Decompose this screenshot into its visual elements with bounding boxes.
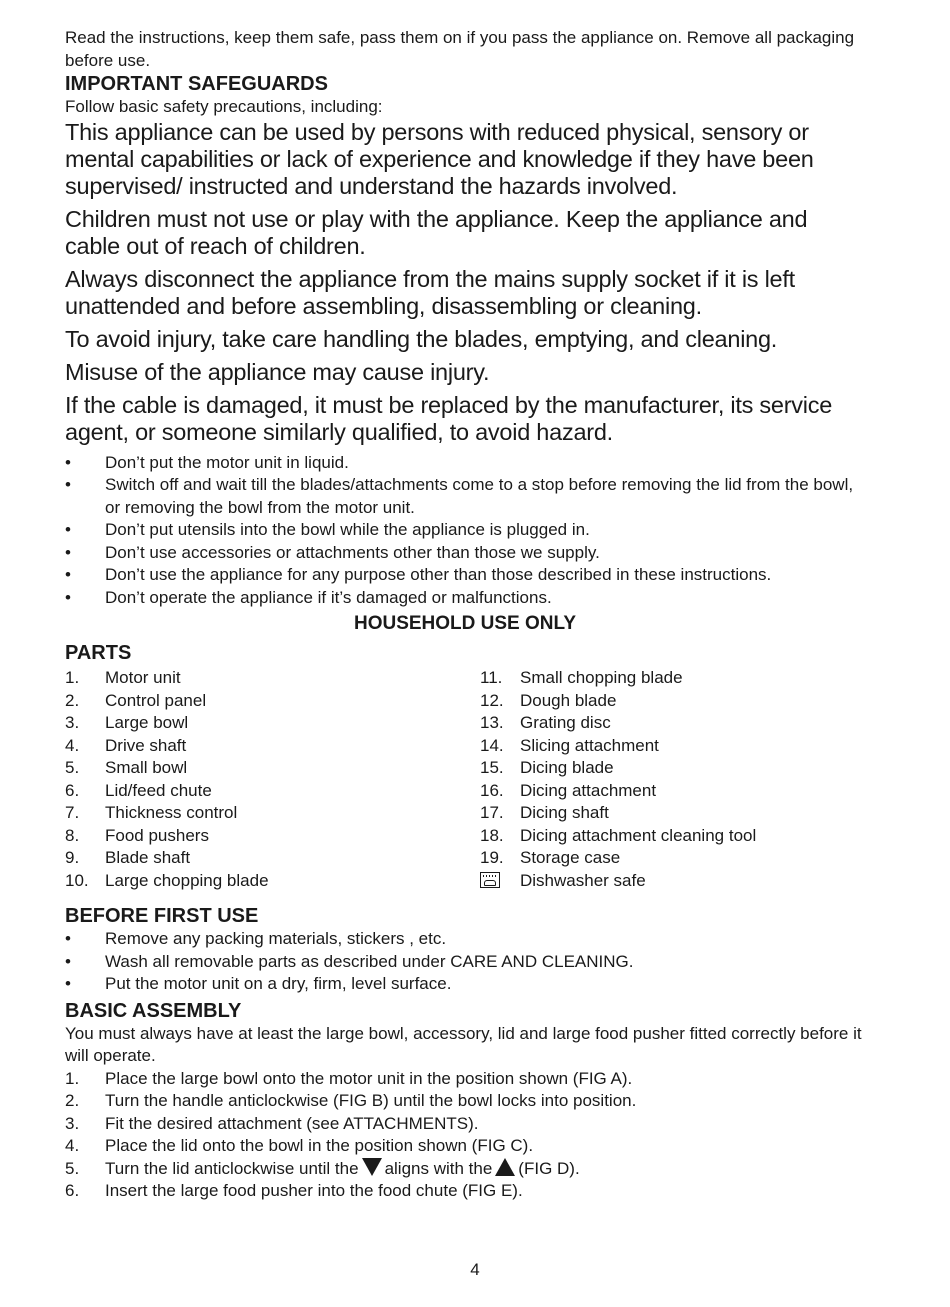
list-item: 13. Grating disc bbox=[480, 713, 611, 732]
list-item: 6. Insert the large food pusher into the food chute (FIG E). bbox=[65, 1181, 523, 1200]
safety-paragraph: To avoid injury, take care handling the blades, emptying, and cleaning. bbox=[65, 325, 778, 352]
parts-column-right bbox=[480, 667, 865, 892]
manual-page bbox=[65, 27, 865, 1203]
triangle-up-icon bbox=[495, 1158, 515, 1176]
list-item: 2. Turn the handle anticlockwise (FIG B) until the bowl locks into position. bbox=[65, 1091, 637, 1110]
parts-list bbox=[65, 667, 865, 892]
list-item: 6. Lid/feed chute bbox=[65, 780, 212, 800]
list-item: • Don’t use the appliance for any purpose other than those described in these instructions. bbox=[65, 565, 772, 584]
safety-paragraph: Misuse of the appliance may cause injury. bbox=[65, 358, 490, 385]
safeguards-heading: IMPORTANT SAFEGUARDS bbox=[65, 73, 328, 95]
before-first-use-heading: BEFORE FIRST USE bbox=[65, 905, 259, 927]
list-item: 3. Fit the desired attachment (see ATTACHMENTS). bbox=[65, 1113, 479, 1133]
list-item: 7. Thickness control bbox=[65, 803, 238, 822]
safety-paragraph: Children must not use or play with the appliance. Keep the appliance and cable out of reach of children. bbox=[65, 205, 808, 259]
list-item: • Don’t put the motor unit in liquid. bbox=[65, 452, 349, 472]
list-item: 5. Small bowl bbox=[65, 758, 188, 777]
list-item: • Don’t use accessories or attachments other than those we supply. bbox=[65, 542, 600, 562]
list-item: 12. Dough blade bbox=[480, 690, 617, 710]
list-item: 2. Control panel bbox=[65, 690, 207, 710]
safety-paragraph: If the cable is damaged, it must be replaced by the manufacturer, its service agent, or someone similarly qualified, to avoid hazard. bbox=[65, 391, 833, 445]
list-item: 16. Dicing attachment bbox=[480, 780, 657, 800]
list-item: Dishwasher safe bbox=[480, 870, 865, 893]
before-first-use-list bbox=[65, 928, 865, 996]
list-item: 11. Small chopping blade bbox=[480, 668, 683, 687]
safety-paragraph: This appliance can be used by persons with reduced physical, sensory or mental capabilities or lack of experience and knowledge if they have been supervised/ instructed and understand the hazards involved. bbox=[65, 118, 814, 199]
list-item: 3. Large bowl bbox=[65, 713, 189, 732]
list-item: • Don’t put utensils into the bowl while the appliance is plugged in. bbox=[65, 520, 590, 539]
basic-assembly-heading: BASIC ASSEMBLY bbox=[65, 999, 242, 1022]
list-item: 1. Motor unit bbox=[65, 668, 181, 687]
safety-bullet-list bbox=[65, 452, 865, 610]
dishwasher-safe-icon bbox=[480, 872, 500, 888]
list-item: 1. Place the large bowl onto the motor unit in the position shown (FIG A). bbox=[65, 1068, 633, 1088]
list-item: • Remove any packing materials, stickers , etc. bbox=[65, 929, 447, 948]
list-item: 15. Dicing blade bbox=[480, 758, 614, 777]
list-item: 4. Place the lid onto the bowl in the position shown (FIG C). bbox=[65, 1136, 534, 1155]
assembly-lead: You must always have at least the large bowl, accessory, lid and large food pusher fitted correctly before it will operate. bbox=[65, 1023, 862, 1065]
parts-heading: PARTS bbox=[65, 642, 132, 664]
assembly-steps bbox=[65, 1068, 865, 1203]
list-item: 18. Dicing attachment cleaning tool bbox=[480, 825, 757, 845]
triangle-down-icon bbox=[362, 1158, 382, 1176]
household-use-notice: HOUSEHOLD USE ONLY bbox=[353, 613, 577, 634]
safety-paragraph: Always disconnect the appliance from the mains supply socket if it is left unattended and before assembling, disassembling or cleaning. bbox=[65, 265, 795, 319]
list-item: 17. Dicing shaft bbox=[480, 803, 609, 822]
list-item: • Put the motor unit on a dry, firm, level surface. bbox=[65, 974, 452, 993]
list-item: 4. Drive shaft bbox=[65, 735, 187, 755]
list-item: 14. Slicing attachment bbox=[480, 735, 659, 755]
safeguards-lead: Follow basic safety precautions, including: bbox=[65, 97, 383, 116]
page-number: 4 bbox=[470, 1260, 480, 1279]
list-item: 10. Large chopping blade bbox=[65, 870, 269, 890]
list-item: • Don’t operate the appliance if it’s damaged or malfunctions. bbox=[65, 587, 552, 607]
intro-text: Read the instructions, keep them safe, pass them on if you pass the appliance on. Remove all packaging before use. bbox=[65, 28, 855, 70]
list-item: 5. Turn the lid anticlockwise until the aligns with the (FIG D). bbox=[65, 1158, 580, 1178]
list-item: • Switch off and wait till the blades/attachments come to a stop before removing the lid from the bowl, or removing the bowl from the motor unit. bbox=[65, 475, 854, 517]
list-item: • Wash all removable parts as described under CARE AND CLEANING. bbox=[65, 951, 634, 971]
parts-column-left bbox=[65, 667, 480, 892]
list-item: 19. Storage case bbox=[480, 848, 621, 867]
list-item: 9. Blade shaft bbox=[65, 848, 191, 867]
list-item: 8. Food pushers bbox=[65, 825, 209, 845]
